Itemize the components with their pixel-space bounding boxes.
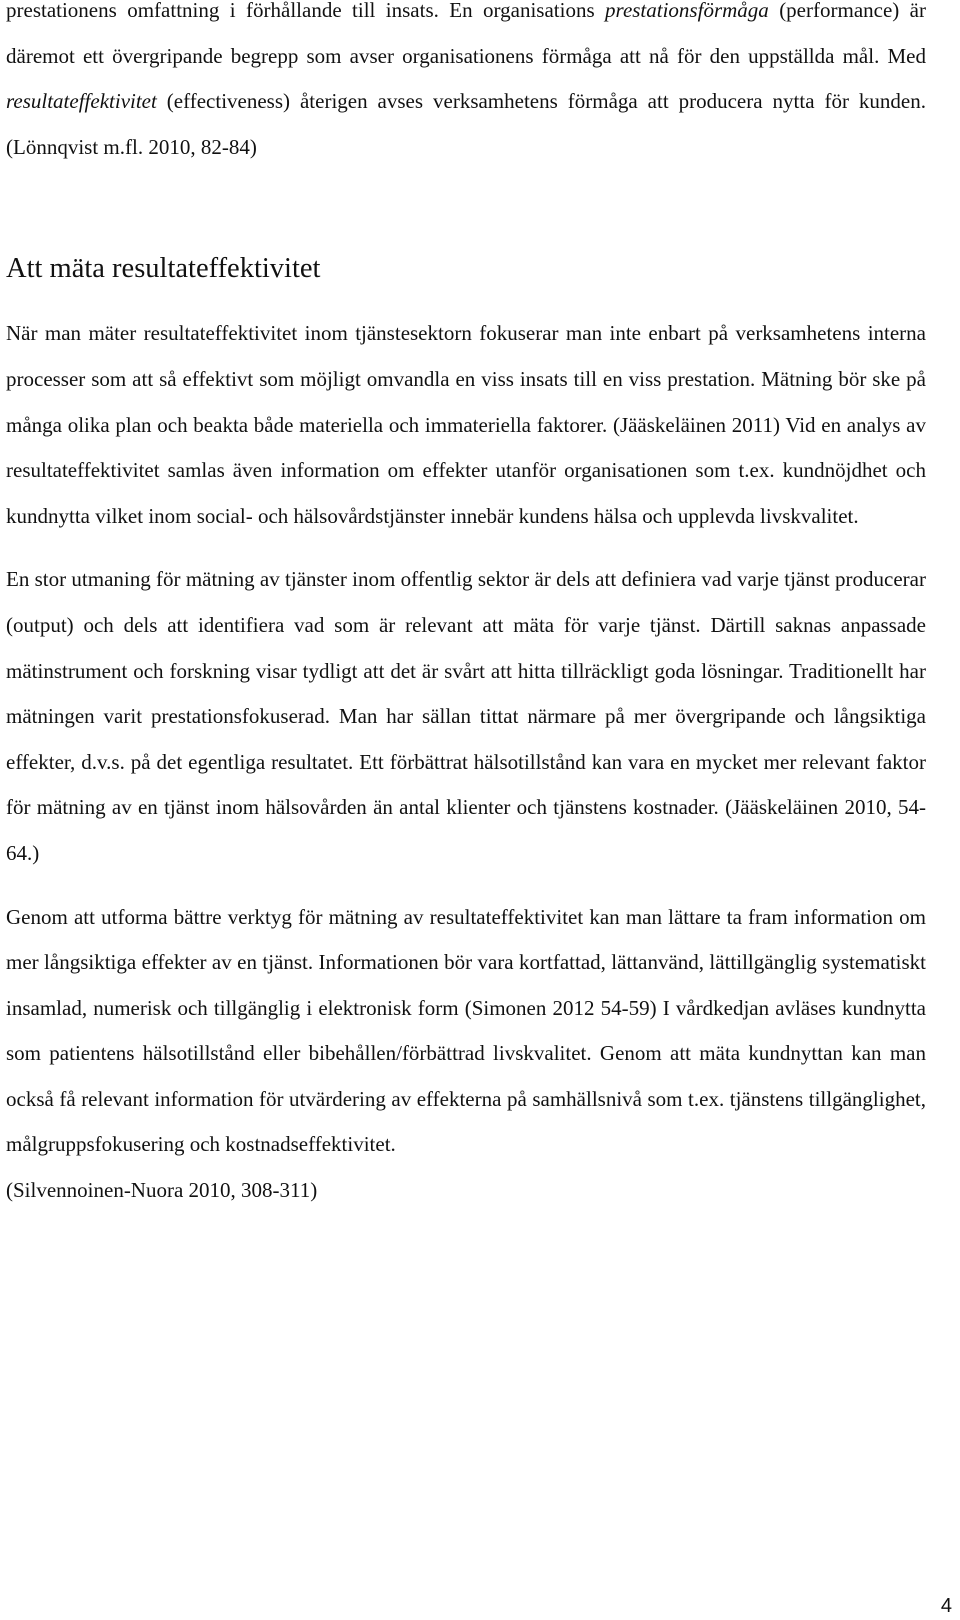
term-resultateffektivitet: resultateffektivitet — [6, 89, 157, 114]
intro-text-2: (performance) är däremot ett övergripande begrepp som avser organisationens förmåga att nå för den uppställda mål. Med — [6, 0, 926, 68]
term-prestationsformaga: prestationsförmåga — [605, 0, 769, 22]
body-paragraph-3 — [6, 895, 926, 1214]
page-number: 4 — [940, 1595, 952, 1617]
body-paragraph-3-text: Genom att utforma bättre verktyg för mätning av resultateffektivitet kan man lättare ta fram information om mer långsiktiga effekter av en tjänst. Informationen bör vara kortfattad, lättanvänd, lättillgänglig systematiskt insamlad, numerisk och tillgänglig i elektronisk form (Simonen 2012 54-59) I vårdkedjan avläses kundnytta som patientens hälsotillstånd eller bibehållen/förbättrad livskvalitet. Genom att mäta kundnyttan kan man också få relevant information för utvärdering av effekterna på samhällsnivå som t.ex. tjänstens tillgänglighet, målgruppsfokusering och kostnadseffektivitet. — [6, 904, 926, 1157]
document-page — [6, 0, 926, 1214]
intro-paragraph — [6, 0, 926, 170]
body-paragraph-3-citation: (Silvennoinen-Nuora 2010, 308-311) — [6, 1178, 318, 1203]
section-heading: Att mäta resultateffektivitet — [6, 253, 321, 285]
intro-text-1: prestationens omfattning i förhållande till insats. En organisations — [6, 0, 606, 22]
body-paragraph-1: När man mäter resultateffektivitet inom tjänstesektorn fokuserar man inte enbart på verksamhetens interna processer som att så effektivt som möjligt omvandla en viss insats till en viss prestation. Mätning bör ske på många olika plan och beakta både materiella och immateriella faktorer. (Jääskeläinen 2011) Vid en analys av resultateffektivitet samlas även information om effekter utanför organisationen som t.ex. kundnöjdhet och kundnytta vilket inom social- och hälsovårdstjänster innebär kundens hälsa och upplevda livskvalitet. — [6, 321, 926, 528]
body-paragraph-2: En stor utmaning för mätning av tjänster inom offentlig sektor är dels att definiera vad varje tjänst producerar (output) och dels att identifiera vad som är relevant att mäta för varje tjänst. Därtill saknas anpassade mätinstrument och forskning visar tydligt att det är svårt att hitta tillräckligt goda lösningar. Traditionellt har mätningen varit prestationsfokuserad. Man har sällan tittat närmare på mer övergripande och långsiktiga effekter, d.v.s. på det egentliga resultatet. Ett förbättrat hälsotillstånd kan vara en mycket mer relevant faktor för mätning av en tjänst inom hälsovården än antal klienter och tjänstens kostnader. (Jääskeläinen 2010, 54-64.) — [6, 567, 926, 865]
intro-text-3: (effectiveness) återigen avses verksamhetens förmåga att producera nytta för kunden. (Lönnqvist m.fl. 2010, 82-84) — [6, 89, 926, 159]
